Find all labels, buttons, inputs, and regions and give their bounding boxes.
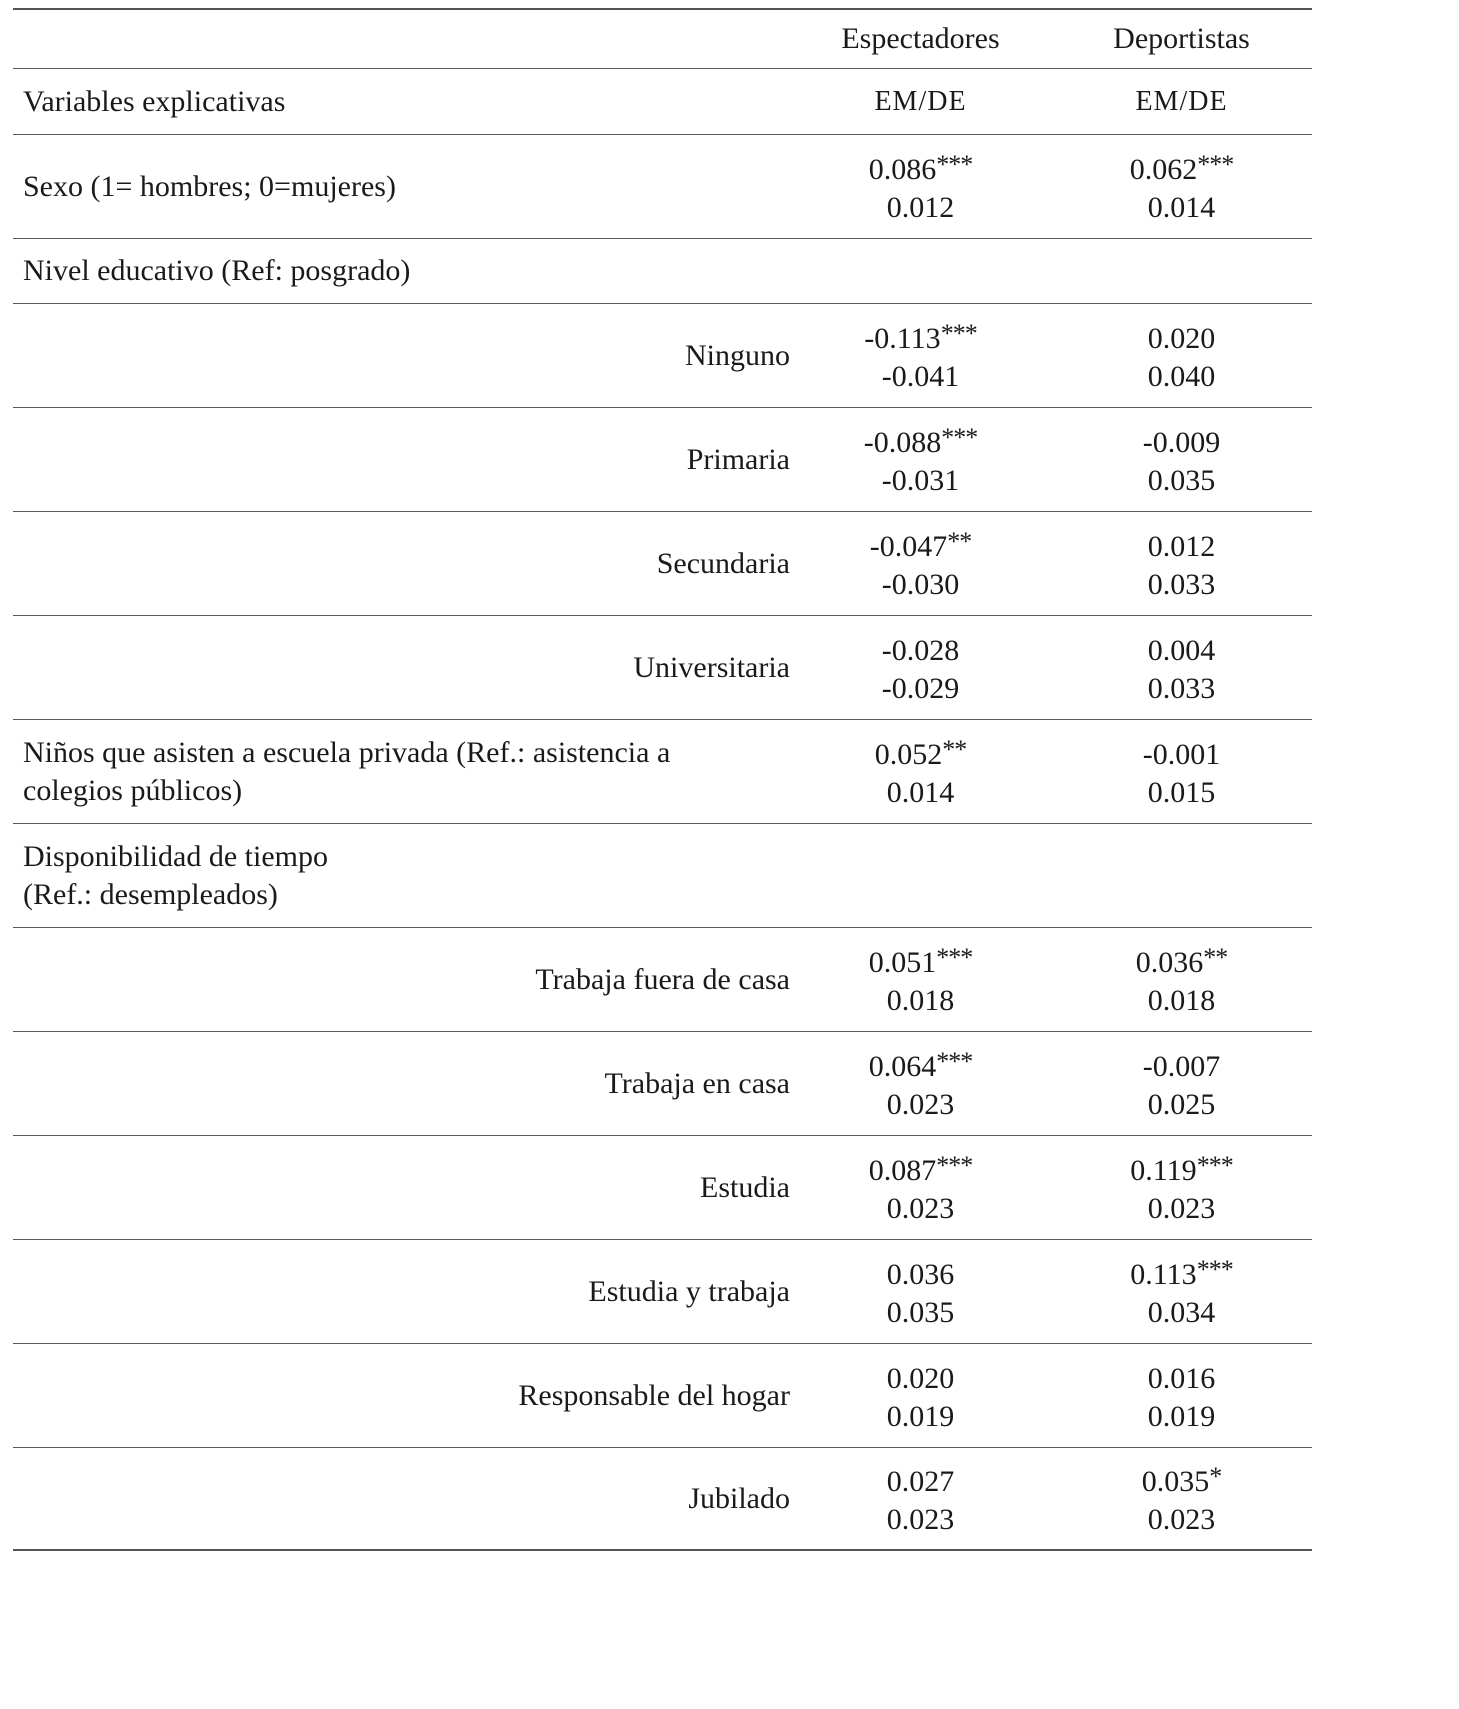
group-row (13, 238, 1312, 303)
cell-deportistas (1051, 731, 1312, 812)
row-label: Primaria (686, 442, 790, 476)
cell-deportistas (1051, 1147, 1312, 1228)
coef: 0.020 (1147, 322, 1216, 355)
units-deportistas: EM/DE (1135, 85, 1228, 117)
row-label: Secundaria (656, 546, 790, 580)
std-error: 0.035 (886, 1296, 955, 1329)
table-row (13, 511, 1312, 615)
cell-espectadores (790, 1251, 1051, 1332)
table-row (13, 719, 1312, 823)
coef: 0.012 (1147, 530, 1216, 563)
coef: -0.007 (1142, 1050, 1221, 1083)
row-label: Trabaja en casa (604, 1066, 790, 1100)
std-error: 0.019 (1147, 1400, 1216, 1433)
row-label: Responsable del hogar (518, 1378, 790, 1412)
row-label: Ninguno (685, 338, 790, 372)
coef: 0.027 (886, 1465, 955, 1498)
group-label (13, 838, 1312, 914)
significance-stars: *** (936, 150, 973, 179)
std-error: -0.029 (881, 672, 960, 705)
std-error: 0.035 (1147, 464, 1216, 497)
coef: 0.087 (868, 1154, 937, 1187)
coef: -0.001 (1142, 738, 1221, 771)
group-row (13, 823, 1312, 927)
significance-stars: *** (936, 1151, 973, 1180)
significance-stars: ** (1203, 943, 1228, 972)
cell-deportistas (1051, 523, 1312, 604)
cell-espectadores (790, 419, 1051, 500)
group-label-line2: (Ref.: desempleados) (23, 877, 278, 911)
units-espectadores: EM/DE (874, 85, 967, 117)
row-label: Trabaja fuera de casa (535, 962, 790, 996)
table-row (13, 1343, 1312, 1447)
coef: 0.119 (1130, 1154, 1197, 1187)
coef: 0.035 (1141, 1465, 1210, 1498)
cell-espectadores (790, 315, 1051, 396)
significance-stars: *** (936, 1047, 973, 1076)
coef: -0.047 (869, 530, 948, 563)
table-row (13, 615, 1312, 719)
coef: 0.062 (1129, 153, 1198, 186)
cell-espectadores (790, 627, 1051, 708)
std-error: 0.040 (1147, 360, 1216, 393)
table-row (13, 1239, 1312, 1343)
std-error: -0.030 (881, 568, 960, 601)
cell-deportistas (1051, 1458, 1312, 1539)
coef: 0.113 (1130, 1258, 1197, 1291)
std-error: 0.033 (1147, 568, 1216, 601)
std-error: 0.014 (886, 776, 955, 809)
std-error: 0.015 (1147, 776, 1216, 809)
std-error: 0.019 (886, 1400, 955, 1433)
row-label: Universitaria (633, 650, 790, 684)
significance-stars: *** (941, 423, 978, 452)
cell-espectadores (790, 1043, 1051, 1124)
cell-espectadores (790, 523, 1051, 604)
cell-espectadores (790, 1458, 1051, 1539)
coef: -0.009 (1142, 426, 1221, 459)
cell-deportistas (1051, 419, 1312, 500)
cell-espectadores (790, 1147, 1051, 1228)
std-error: 0.018 (1147, 984, 1216, 1017)
table-row (13, 407, 1312, 511)
cell-espectadores (790, 731, 1051, 812)
coef: 0.036 (1135, 946, 1204, 979)
cell-deportistas (1051, 939, 1312, 1020)
table-row (13, 134, 1312, 238)
coef: 0.052 (874, 738, 943, 771)
coef: 0.086 (868, 153, 937, 186)
coef: 0.004 (1147, 634, 1216, 667)
std-error: 0.018 (886, 984, 955, 1017)
coef: -0.088 (863, 426, 942, 459)
row-label: Niños que asisten a escuela privada (Ref.: asistencia a colegios públicos) (23, 735, 671, 807)
std-error: 0.023 (1147, 1503, 1216, 1536)
coef: 0.016 (1147, 1362, 1216, 1395)
regression-table (13, 8, 1312, 1551)
std-error: -0.031 (881, 464, 960, 497)
table-row (13, 927, 1312, 1031)
cell-deportistas (1051, 627, 1312, 708)
std-error: -0.041 (881, 360, 960, 393)
cell-deportistas (1051, 315, 1312, 396)
significance-stars: ** (947, 527, 972, 556)
std-error: 0.034 (1147, 1296, 1216, 1329)
coef: -0.113 (864, 322, 941, 355)
subheader-row (13, 68, 1312, 134)
std-error: 0.025 (1147, 1088, 1216, 1121)
cell-deportistas (1051, 1251, 1312, 1332)
cell-espectadores (790, 1355, 1051, 1436)
cell-espectadores (790, 146, 1051, 227)
table-row (13, 1031, 1312, 1135)
table-row (13, 303, 1312, 407)
table-row (13, 1135, 1312, 1239)
std-error: 0.033 (1147, 672, 1216, 705)
row-label: Sexo (1= hombres; 0=mujeres) (23, 169, 396, 203)
std-error: 0.014 (1147, 191, 1216, 224)
group-label: Nivel educativo (Ref: posgrado) (23, 254, 411, 287)
significance-stars: *** (1197, 150, 1234, 179)
coef: 0.051 (868, 946, 937, 979)
cell-deportistas (1051, 146, 1312, 227)
significance-stars: ** (942, 735, 967, 764)
std-error: 0.023 (886, 1192, 955, 1225)
row-label: Estudia y trabaja (588, 1274, 790, 1308)
significance-stars: *** (940, 319, 977, 348)
variables-label: Variables explicativas (23, 84, 286, 118)
std-error: 0.023 (886, 1088, 955, 1121)
cell-deportistas (1051, 1043, 1312, 1124)
std-error: 0.012 (886, 191, 955, 224)
column-header-espectadores: Espectadores (841, 22, 1000, 55)
std-error: 0.023 (886, 1503, 955, 1536)
cell-espectadores (790, 939, 1051, 1020)
table-row (13, 1447, 1312, 1551)
row-label: Estudia (700, 1170, 790, 1204)
coef: -0.028 (881, 634, 960, 667)
column-header-row (13, 8, 1312, 68)
column-header-deportistas: Deportistas (1113, 22, 1250, 55)
coef: 0.020 (886, 1362, 955, 1395)
coef: 0.064 (868, 1050, 937, 1083)
row-label: Jubilado (688, 1481, 790, 1515)
significance-stars: *** (1196, 1255, 1233, 1284)
significance-stars: * (1209, 1462, 1222, 1491)
std-error: 0.023 (1147, 1192, 1216, 1225)
significance-stars: *** (1196, 1151, 1233, 1180)
group-label-line1: Disponibilidad de tiempo (23, 839, 328, 873)
significance-stars: *** (936, 943, 973, 972)
cell-deportistas (1051, 1355, 1312, 1436)
coef: 0.036 (886, 1258, 955, 1291)
